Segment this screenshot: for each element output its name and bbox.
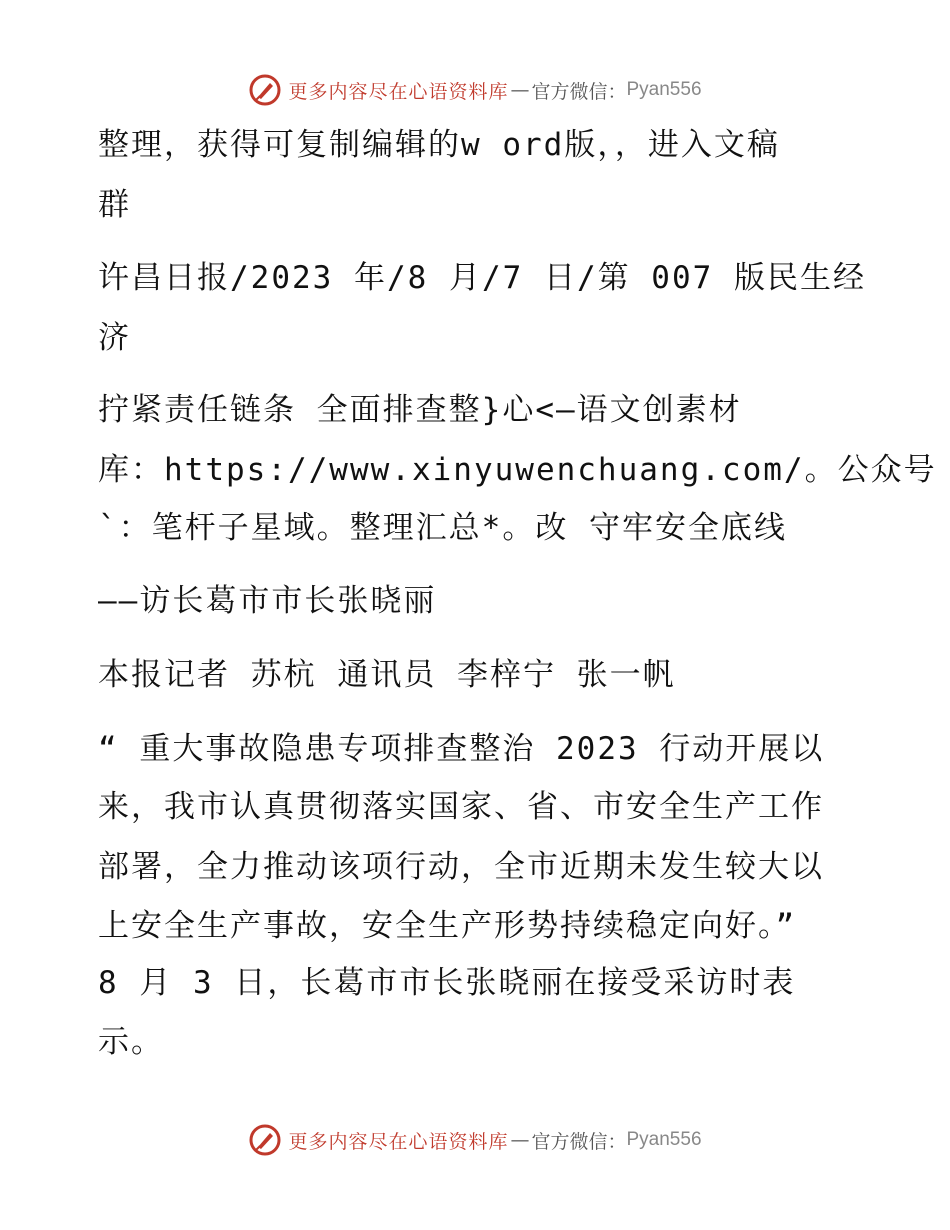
- text-line: 示。: [98, 1024, 164, 1060]
- text-line: 8 月 3 日，长葛市市长张晓丽在接受采访时表: [98, 965, 796, 1001]
- banner-wechat-id: Pyan556: [626, 79, 702, 100]
- text-line: 拧紧责任链条 全面排查整}心<—语文创素材: [98, 392, 742, 428]
- text-line: ——访长葛市市长张晓丽: [98, 583, 437, 619]
- text-line: 库：https://www.xinyuwenchuang.com/。公众号: [98, 452, 937, 488]
- text-line: 上安全生产事故，安全生产形势持续稳定向好。”: [98, 908, 797, 944]
- text-line: 来，我市认真贯彻落实国家、省、市安全生产工作: [98, 789, 824, 825]
- text-line: 整理，获得可复制编辑的w ord版，，进入文稿: [98, 127, 780, 163]
- quill-logo-icon: [248, 73, 282, 107]
- banner-site-text: 更多内容尽在心语资料库: [288, 80, 509, 103]
- text-line: 许昌日报/2023 年/8 月/7 日/第 007 版民生经: [98, 260, 866, 296]
- text-line: 济: [98, 320, 131, 356]
- text-line: 群: [98, 187, 131, 223]
- banner-separator: —: [510, 79, 530, 101]
- text-line: “ 重大事故隐患专项排查整治 2023 行动开展以: [98, 731, 825, 767]
- byline: 本报记者 苏杭 通讯员 李梓宁 张一帆: [98, 657, 676, 693]
- header-banner: [0, 70, 950, 110]
- footer-banner: [0, 1120, 950, 1160]
- banner-wechat-label: 官方微信：: [531, 80, 627, 103]
- banner-separator: —: [510, 1129, 530, 1151]
- text-line: 部署，全力推动该项行动，全市近期未发生较大以: [98, 849, 824, 885]
- banner-wechat-label: 官方微信：: [531, 1130, 627, 1153]
- text-line: `：笔杆子星域。整理汇总*。改 守牢安全底线: [98, 510, 787, 546]
- banner-site-text: 更多内容尽在心语资料库: [288, 1130, 509, 1153]
- quill-logo-icon: [248, 1123, 282, 1157]
- banner-wechat-id: Pyan556: [626, 1129, 702, 1150]
